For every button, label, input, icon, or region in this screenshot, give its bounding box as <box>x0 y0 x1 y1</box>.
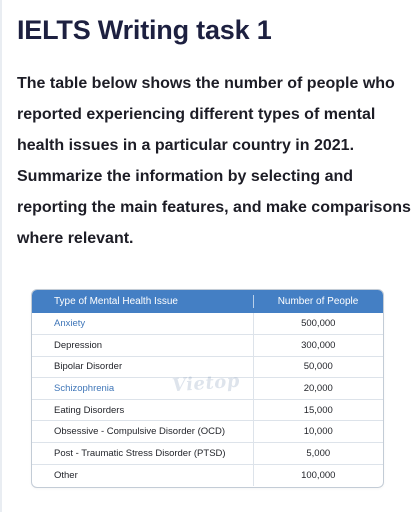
prompt-line: Summarize the information by selecting and <box>17 168 354 185</box>
issue-cell: Depression <box>32 335 253 357</box>
people-cell: 100,000 <box>253 464 383 486</box>
column-header-people: Number of People <box>253 290 383 313</box>
column-header-issue: Type of Mental Health Issue <box>54 296 178 307</box>
data-table <box>31 289 384 488</box>
people-cell: 15,000 <box>253 399 383 421</box>
prompt-line: reporting the main features, and make comparisons <box>17 199 411 216</box>
prompt-line: reported experiencing different types of mental <box>17 106 376 123</box>
table-row <box>32 464 383 486</box>
prompt-line: health issues in a particular country in 2021. <box>17 137 355 154</box>
table-row <box>32 443 383 465</box>
page-title: IELTS Writing task 1 <box>17 15 272 45</box>
task-prompt <box>17 68 409 254</box>
issue-cell: Anxiety <box>54 318 86 330</box>
issue-cell: Schizophrenia <box>32 378 253 400</box>
table-header-row <box>32 290 383 313</box>
table-row <box>32 335 383 357</box>
prompt-line: The table below shows the number of people who <box>17 75 395 92</box>
people-cell: 20,000 <box>253 378 383 400</box>
table-row <box>32 399 383 421</box>
people-cell: 5,000 <box>253 443 383 465</box>
mental-health-table <box>32 290 383 486</box>
people-cell: 50,000 <box>253 356 383 378</box>
issue-cell: Post - Traumatic Stress Disorder (PTSD) <box>32 443 253 465</box>
people-cell: 500,000 <box>253 313 383 335</box>
issue-cell: Eating Disorders <box>32 399 253 421</box>
people-cell: 10,000 <box>253 421 383 443</box>
issue-cell: Other <box>32 464 253 486</box>
issue-cell: Bipolar Disorder <box>32 356 253 378</box>
people-cell: 300,000 <box>253 335 383 357</box>
table-body <box>32 313 383 486</box>
left-divider <box>0 0 2 512</box>
table-row <box>32 421 383 443</box>
table-row <box>32 378 383 400</box>
watermark-logo: Vietop <box>171 370 241 397</box>
table-header <box>32 290 383 313</box>
table-row <box>32 356 383 378</box>
prompt-line: where relevant. <box>17 230 134 247</box>
issue-cell: Obsessive - Compulsive Disorder (OCD) <box>32 421 253 443</box>
table-row <box>32 313 383 335</box>
